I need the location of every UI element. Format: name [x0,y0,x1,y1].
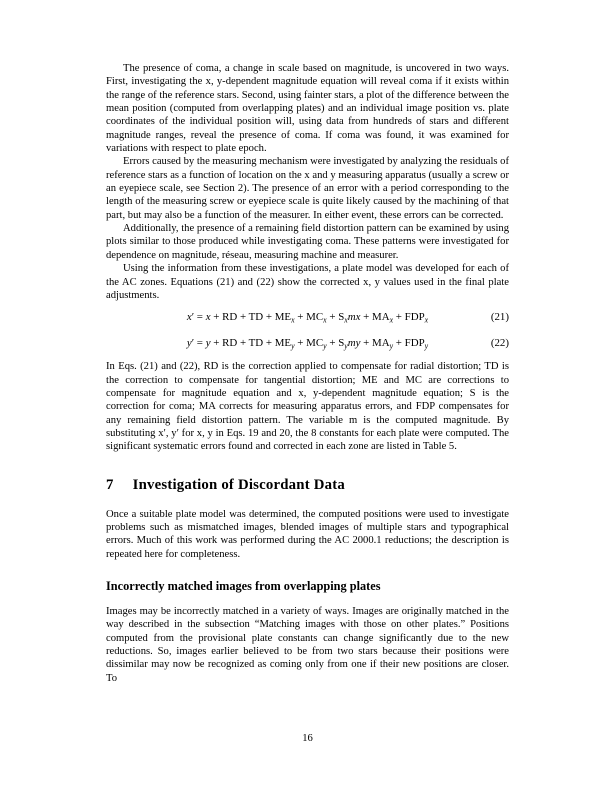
equation-22 [106,336,509,354]
equation-22-number: (22) [490,336,509,349]
paragraph-coma: The presence of coma, a change in scale based on magnitude, is uncovered in two ways. First, investigating the x, y-dependent magnitude equation will reveal coma if it exists within the range of the reference stars. Second, using fainter stars, a plot of the difference between the mean position (computed from overlapping plates) and an individual image position vs. plate coordinates of the individual position will, using data from hundreds of stars and different magnitude ranges, reveal the presence of coma. If coma was found, it was examined for variations with respect to plate epoch. [106,63,509,155]
equation-22-body: y′ = y + RD + TD + $ME_y + MC_y + S_ymy + MA_y + FDP_y$ [186,336,429,351]
subsection-heading: Incorrectly matched images from overlapping plates [106,578,381,593]
equation-21-number: (21) [490,311,509,324]
section-number: 7 [106,476,114,493]
section-heading [106,477,509,494]
paragraph-measuring-errors: Errors caused by the measuring mechanism were investigated by analyzing the residuals of reference stars as a function of location on the x and y measuring apparatus (usually a screw or an eyepiece scale, see Section 2). The presence of an error with a period corresponding to the length of the measuring screw or eyepiece scale is quite likely caused by the machining of that part, but may also be a function of the measurer. In either event, these errors can be corrected. [106,156,509,221]
section-title: Investigation of Discordant Data [132,476,345,493]
equation-21 [106,310,509,328]
text-column [106,62,509,685]
page-number: 16 [302,733,313,744]
paragraph-discordant-intro: Once a suitable plate model was determined, the computed positions were used to investigate problems such as mismatched images, blended images of multiple stars and typographical errors. Much of this work was performed during the AC 2000.1 reductions; the description is repeated here for completeness. [106,508,509,560]
paragraph-mismatched-images: Images may be incorrectly matched in a variety of ways. Images are originally matched in the way described in the subsection “Matching images with those on other plates.” Positions computed from the provisional plate constants can change significantly due to the new reductions. So, images earlier believed to be from two stars because their positions were dissimilar may now be recognized as coming only from one if their new positions are closer. To [106,605,509,684]
paragraph-plate-model: Using the information from these investigations, a plate model was developed for each of the AC zones. Equations (21) and (22) show the corrected x, y values used in the final plate adjustments. [106,263,509,301]
paragraph-equation-terms: In Eqs. (21) and (22), RD is the correction applied to compensate for radial distortion; TD is the correction to compensate for tangential distortion; ME and MC are corrections to compensate for magnitude equation and x, y-dependent magnitude equation; S is the correction for coma; MA corrects for measuring apparatus errors, and FDP compensates for any remaining field distortion pattern. The variable m is the computed magnitude. By substituting x′, y′ for x, y in Eqs. 19 and 20, the 8 constants for each plate were computed. The significant systematic errors found and corrected in each zone are listed in Table 5. [106,361,509,453]
equation-21-body: x′ = x + RD + TD + $ME_x + MC_x + S_xmx + MA_x + FDP_x$ [186,311,429,325]
paragraph-field-distortion: Additionally, the presence of a remaining field distortion pattern can be examined by using plots similar to those produced while investigating coma. These patterns were investigated for dependence on magnitude, réseau, measuring machine and measurer. [106,223,509,261]
